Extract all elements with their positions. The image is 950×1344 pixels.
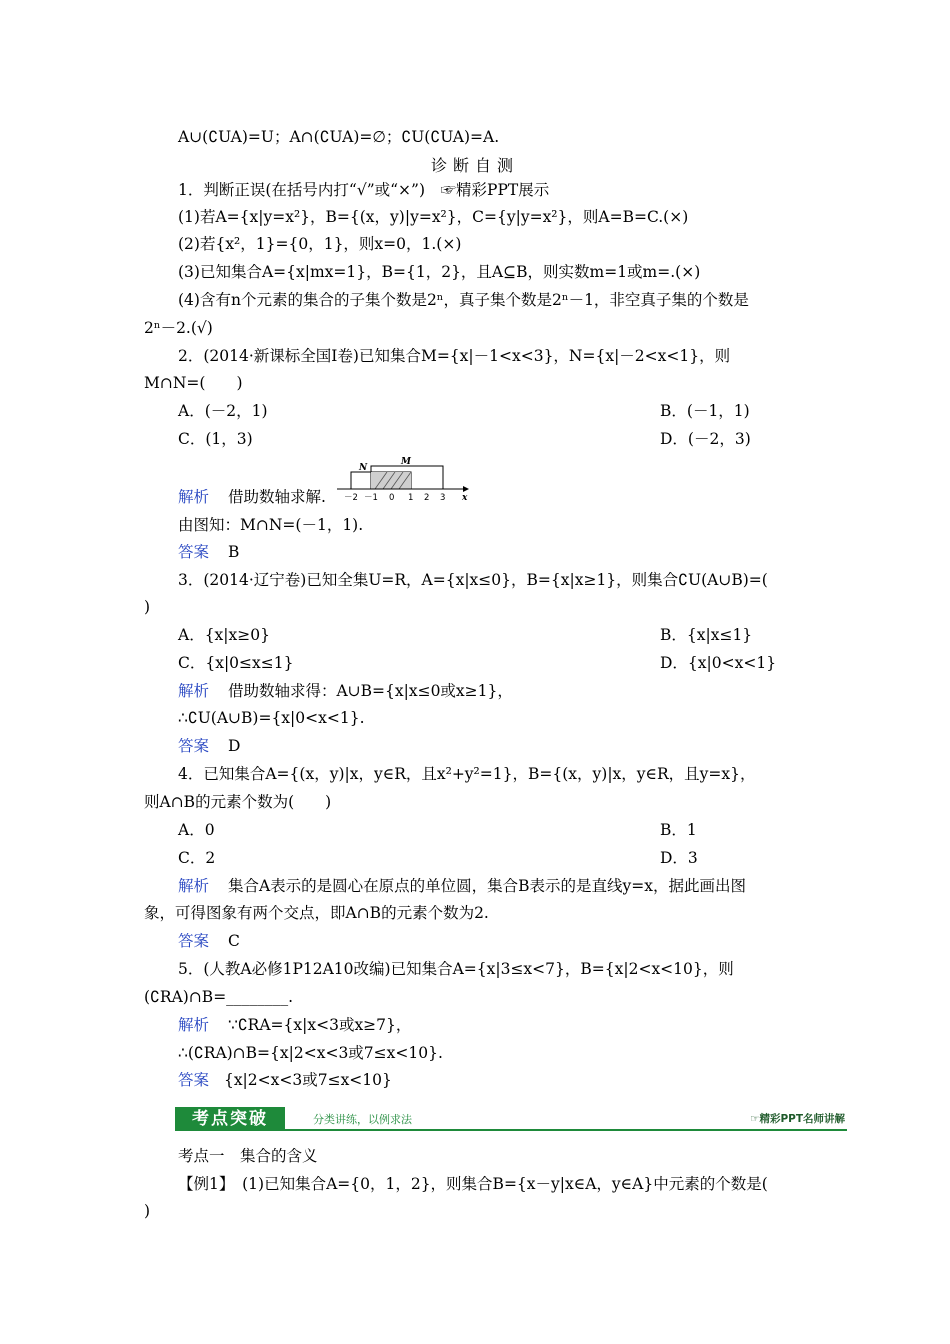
q4-answer: C [227,932,240,950]
q5-stem-cont: (∁RA)∩B=________. [144,988,294,1006]
q2-option-d: D．(－2，3) [660,430,751,448]
q4-analysis-line [178,876,746,896]
answer-label: 答案 [178,932,210,950]
analysis-label: 解析 [178,682,210,700]
q5-analysis-line [178,1015,411,1035]
analysis-label: 解析 [178,488,210,506]
q4-option-d: D．3 [660,849,698,867]
section-banner [175,1107,847,1133]
q2-answer: B [227,543,240,561]
answer-label: 答案 [178,543,210,561]
q3-answer: D [227,737,241,755]
q3-option-b: B．{x|x≤1} [660,626,753,644]
q5-analysis: ∵∁RA={x|x<3或x≥7}， [227,1016,412,1034]
number-line-figure [335,457,475,503]
q4-option-a: A．0 [178,821,215,839]
q3-analysis-line [178,681,513,701]
tick-label: 3 [440,493,446,503]
q4-stem-cont: 则A∩B的元素个数为( ) [144,793,332,811]
tick-label: 2 [424,493,430,503]
q1-item: (4)含有n个元素的集合的子集个数是2ⁿ，真子集个数是2ⁿ－1，非空真子集的个数是 [178,291,749,309]
q4-option-b: B．1 [660,821,697,839]
banner-ppt-link[interactable]: ☞精彩PPT名师讲解 [750,1113,845,1125]
q2-from-figure: 由图知：M∩N=(－1，1). [178,516,364,534]
q1-item: (1)若A={x|y=x²}，B={(x，y)|y=x²}，C={y|y=x²}，则A=B=C.(×) [178,208,689,226]
q2-option-b: B．(－1，1) [660,402,750,420]
tick-label: 1 [408,493,414,503]
q3-option-a: A．{x|x≥0} [178,626,270,644]
q5-answer-line [178,1070,392,1090]
answer-label: 答案 [178,737,210,755]
q3-analysis-2: ∴∁U(A∪B)={x|0<x<1}. [178,709,365,727]
q3-stem-cont: ) [144,598,151,616]
q3-analysis: 借助数轴求得：A∪B={x|x≤0或x≥1}， [227,682,513,700]
q2-stem: 2．(2014·新课标全国Ⅰ卷)已知集合M={x|－1<x<3}，N={x|－2<x<1}，则 [178,347,731,365]
q4-stem: 4．已知集合A={(x，y)|x，y∈R，且x²+y²=1}，B={(x，y)|x，y∈R，且y=x}， [178,765,756,783]
banner-subtitle: 分类讲练，以例求法 [313,1113,412,1126]
q1-item: (2)若{x²，1}={0，1}，则x=0，1.(×) [178,235,462,253]
q2-answer-line [178,542,239,562]
q1-stem: 1．判断正误(在括号内打“√”或“×”) ☞精彩PPT展示 [178,181,550,199]
q4-analysis: 集合A表示的是圆心在原点的单位圆，集合B表示的是直线y=x，据此画出图 [227,877,747,895]
answer-label: 答案 [178,1071,210,1089]
q3-option-c: C．{x|0≤x≤1} [178,654,294,672]
q2-option-c: C．(1，3) [178,430,253,448]
q1-item: (3)已知集合A={x|mx=1}，B={1，2}，且A⊆B，则实数m=1或m=.(×) [178,263,701,281]
q1-item: 2ⁿ－2.(√) [144,319,213,337]
complement-identities: A∪(∁UA)=U；A∩(∁UA)=∅；∁U(∁UA)=A. [178,128,500,146]
banner-title: 考点突破 [175,1107,285,1131]
q5-answer: {x|2<x<3或7≤x<10} [223,1071,392,1089]
q2-stem-cont: M∩N=( ) [144,374,243,392]
example-1-cont: ) [144,1202,151,1220]
set-m-label: M [401,457,411,467]
q2-analysis: 借助数轴求解. [227,488,326,506]
q5-stem: 5．(人教A必修1P12A10改编)已知集合A={x|3≤x<7}，B={x|2<x<10}，则 [178,960,734,978]
axis-x-label: x [462,493,468,503]
tick-label: －1 [364,493,378,503]
q3-option-d: D．{x|0<x<1} [660,654,777,672]
analysis-label: 解析 [178,1016,210,1034]
topic-heading: 考点一 集合的含义 [178,1147,318,1165]
q2-analysis-line [178,487,326,507]
axis-arrow-icon [463,486,469,492]
q4-option-c: C．2 [178,849,216,867]
q4-answer-line [178,931,240,951]
banner-rule [283,1129,847,1131]
q4-analysis-2: 象，可得图象有两个交点，即A∩B的元素个数为2. [144,904,489,922]
q5-analysis-2: ∴(∁RA)∩B={x|2<x<3或7≤x<10}. [178,1044,443,1062]
set-n-label: N [359,463,368,473]
q3-answer-line [178,736,240,756]
q2-option-a: A．(－2，1) [178,402,268,420]
section-title: 诊断自测 [430,156,519,175]
q3-stem: 3．(2014·辽宁卷)已知全集U=R，A={x|x≤0}，B={x|x≥1}，则集合∁U(A∪B)=( [178,571,768,589]
tick-label: 0 [389,493,395,503]
analysis-label: 解析 [178,877,210,895]
example-1-line: 【例1】 (1)已知集合A={0，1，2}，则集合B={x－y|x∈A，y∈A}中元素的个数是( [178,1175,768,1193]
tick-label: －2 [344,493,358,503]
